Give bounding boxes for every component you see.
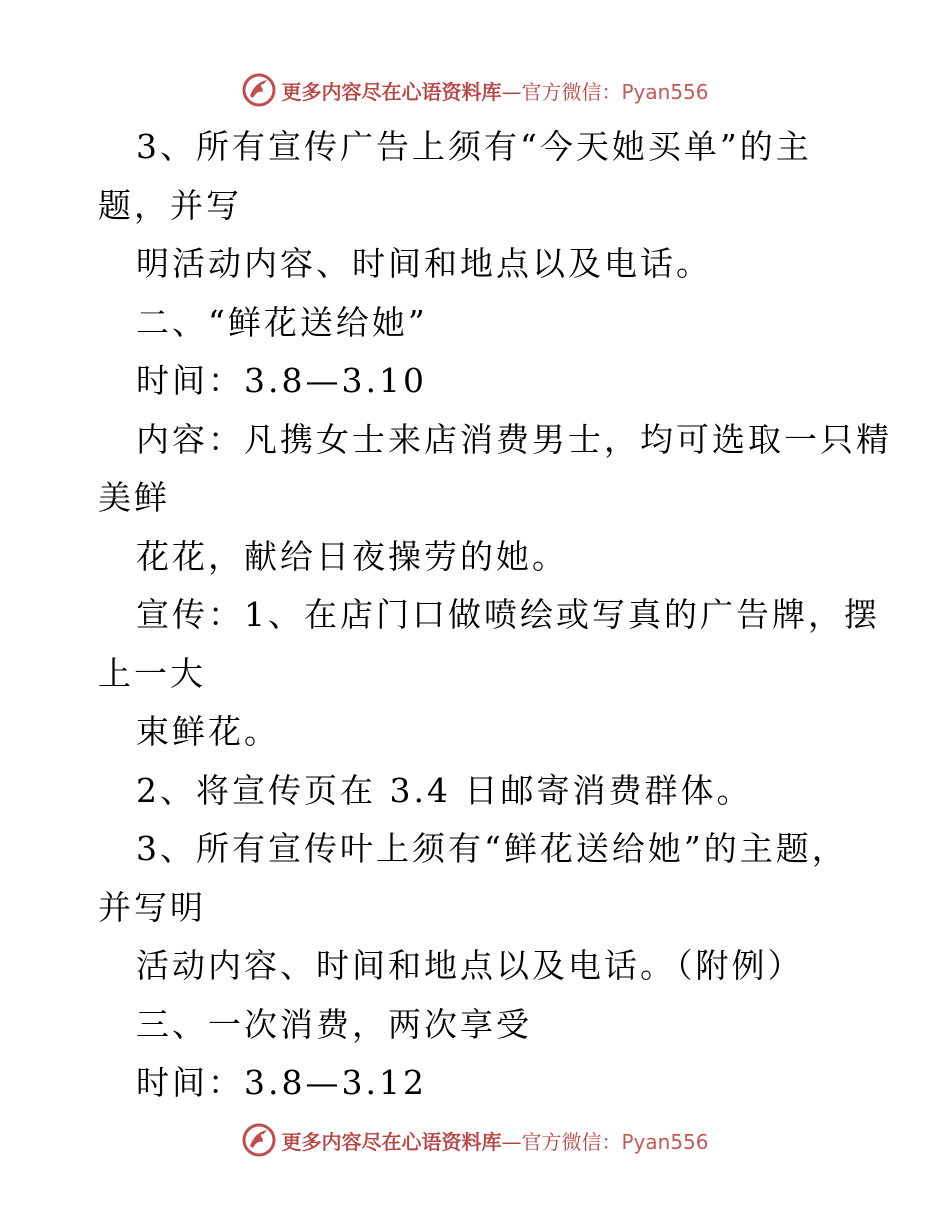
- watermark-id: Pyan556: [621, 79, 709, 104]
- text-line: 3、所有宣传广告上须有“今天她买单”的主: [136, 127, 812, 166]
- text-line: 花花，献给日夜操劳的她。: [136, 536, 568, 576]
- watermark-main: 更多内容尽在心语资料库: [281, 1129, 502, 1154]
- text-line: 3、所有宣传叶上须有“鲜花送给她”的主题，: [136, 829, 848, 868]
- fire-horse-logo-icon: [241, 72, 277, 108]
- text-line: 活动内容、时间和地点以及电话。（附例）: [136, 946, 804, 985]
- text-line: 美鲜: [98, 478, 170, 517]
- watermark-dash: —: [501, 1129, 522, 1154]
- text-line: 内容：凡携女士来店消费男士，均可选取一只精: [136, 419, 892, 459]
- text-line: 2、将宣传页在 3.4 日邮寄消费群体。: [136, 770, 753, 810]
- text-line: 题，并写: [98, 185, 242, 225]
- text-line: 时间：3.8—3.10: [136, 361, 427, 400]
- watermark-sub: 官方微信：: [521, 79, 622, 104]
- text-line: 并写明: [98, 887, 206, 927]
- text-line: 上一大: [98, 653, 206, 693]
- text-line: 明活动内容、时间和地点以及电话。: [136, 244, 712, 283]
- header-watermark: [0, 70, 950, 110]
- watermark-main: 更多内容尽在心语资料库: [281, 79, 502, 104]
- watermark-dash: —: [501, 79, 522, 104]
- document-body: [98, 118, 892, 1113]
- watermark-sub: 官方微信：: [521, 1129, 622, 1154]
- text-line: 宣传：1、在店门口做喷绘或写真的广告牌，摆: [136, 595, 880, 634]
- watermark-id: Pyan556: [621, 1129, 709, 1154]
- footer-watermark: [0, 1120, 950, 1160]
- section-heading: 二、“鲜花送给她”: [136, 302, 428, 342]
- section-heading: 三、一次消费，两次享受: [136, 1004, 532, 1044]
- text-line: 束鲜花。: [136, 712, 280, 751]
- fire-horse-logo-icon: [241, 1122, 277, 1158]
- watermark-text: [281, 1126, 708, 1155]
- watermark-text: [281, 76, 708, 105]
- text-line: 时间：3.8—3.12: [136, 1063, 427, 1102]
